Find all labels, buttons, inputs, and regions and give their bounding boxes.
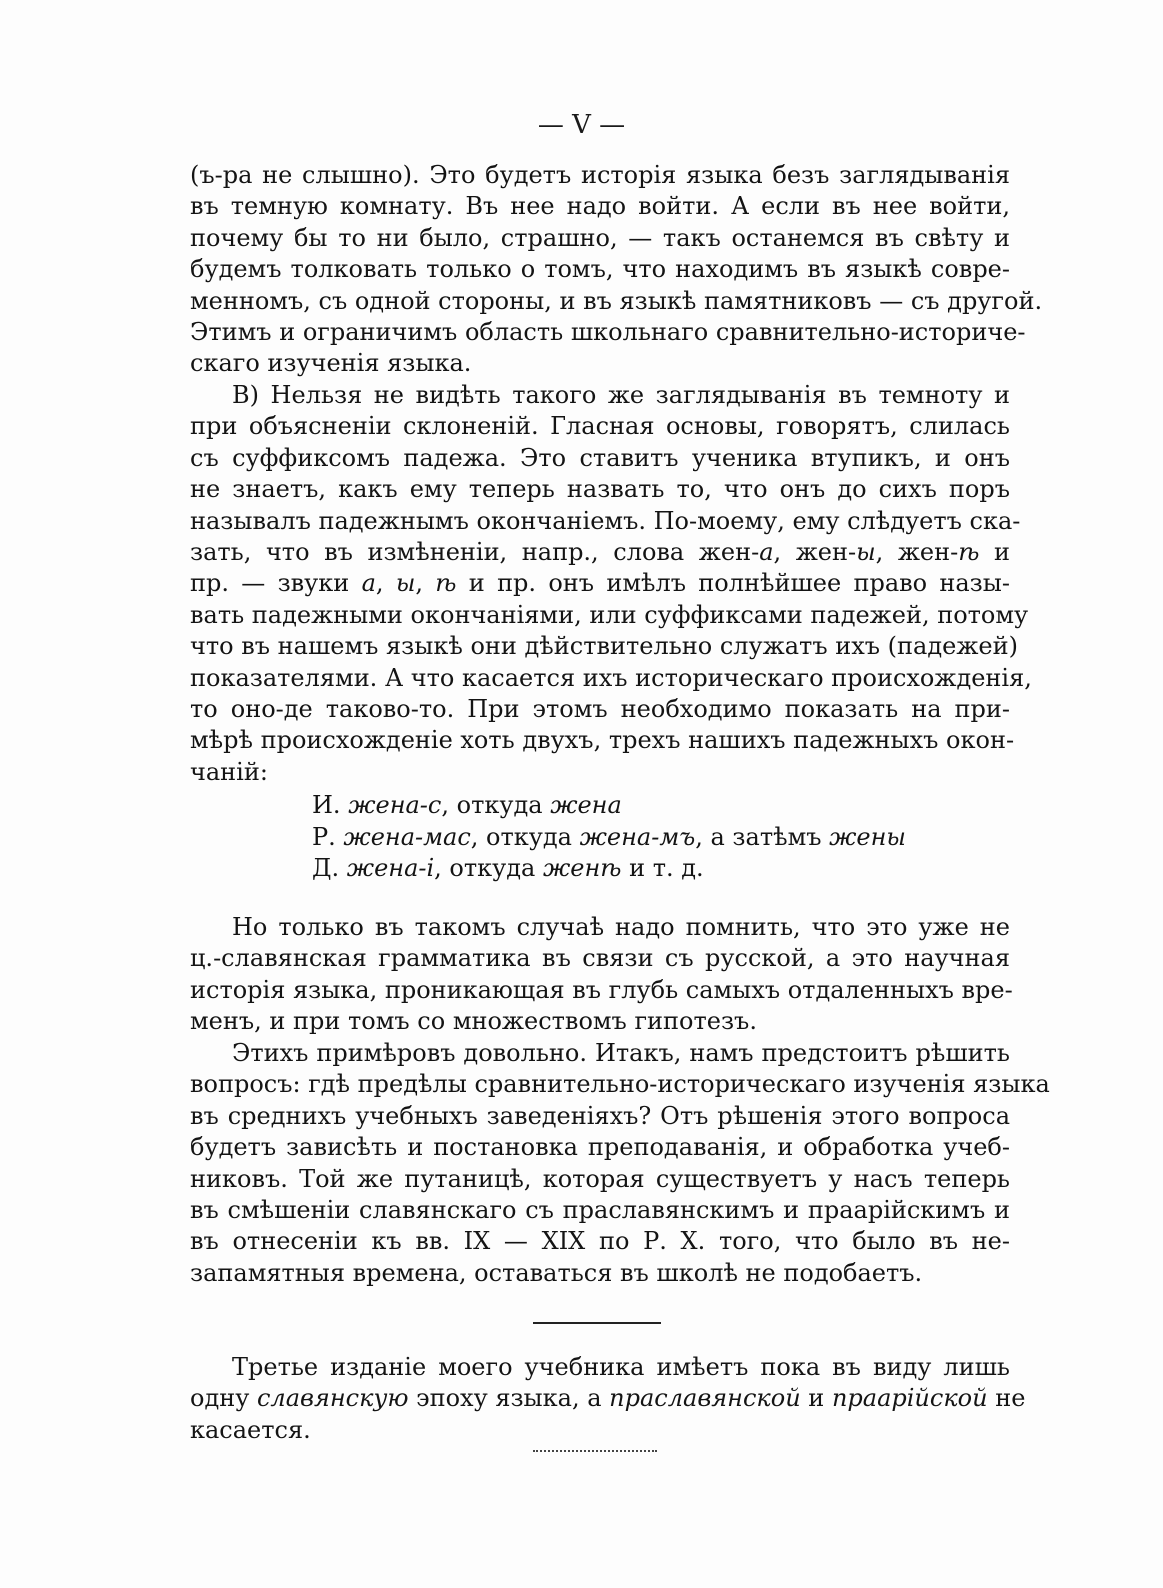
paragraph-2: [190, 380, 1032, 788]
text-line: Этимъ и ограничимъ область школьнаго сравнительно-историче-: [190, 318, 1026, 347]
text-line: вать падежными окончаніями, или суффиксами падежей, потому: [190, 600, 1029, 629]
example-line-dative: [312, 853, 906, 885]
text-line: будетъ зависѣть и постановка преподаванія, и обработка учеб-: [190, 1133, 1010, 1162]
text-line-with-italics: [190, 537, 1010, 568]
italic-run: жена-мас: [343, 822, 471, 851]
text-line: въ среднихъ учебныхъ заведеніяхъ? Отъ рѣшенія этого вопроса: [190, 1101, 1010, 1130]
italic-run: жены: [829, 822, 906, 851]
case-label: И.: [312, 791, 341, 819]
text-line: въ смѣшеніи славянскаго съ праславянскимъ и праарійскимъ и: [190, 1196, 1010, 1225]
paragraph-4: [190, 1038, 1050, 1289]
italic-run: ѣ: [435, 569, 457, 598]
text-run: , жен-: [875, 538, 959, 567]
italic-run: жена: [550, 791, 622, 819]
italic-run: женѣ: [543, 854, 622, 882]
text-run: и: [800, 1384, 832, 1413]
text-line: Третье изданіе моего учебника имѣетъ пока въ виду лишь: [232, 1353, 1010, 1381]
italic-run: ѣ: [958, 538, 980, 567]
italic-run: ы: [856, 538, 876, 567]
italic-run: а: [759, 538, 774, 567]
text-line: что въ нашемъ языкѣ они дѣйствительно служатъ ихъ (падежей): [190, 632, 1018, 661]
italic-run: праарійской: [831, 1384, 988, 1413]
text-run: эпоху языка, а: [408, 1384, 610, 1413]
text-line: то оно-де таково-то. При этомъ необходимо показать на при-: [190, 695, 1010, 724]
text-line: запамятныя времена, оставаться въ школѣ не подобаетъ.: [190, 1258, 923, 1287]
text-run: и пр. онъ имѣлъ полнѣйшее право назы-: [456, 569, 1010, 598]
text-line: касается.: [190, 1415, 311, 1444]
text-line: почему бы то ни было, страшно, — такъ останемся въ свѣту и: [190, 223, 1010, 252]
italic-run: жена-с: [348, 791, 442, 819]
text-line: вопросъ: гдѣ предѣлы сравнительно-историческаго изученія языка: [190, 1070, 1050, 1099]
text-run: , жен-: [773, 538, 857, 567]
example-list: [312, 790, 906, 885]
text-run: одну: [190, 1384, 257, 1413]
text-run: ,: [375, 569, 396, 598]
paragraph-3: [190, 912, 1013, 1038]
case-label: Р.: [312, 822, 336, 851]
italic-run: славянскую: [256, 1384, 409, 1413]
text-line: Этихъ примѣровъ довольно. Итакъ, намъ предстоитъ рѣшить: [232, 1039, 1010, 1067]
example-line-genitive: [312, 822, 906, 854]
italic-run: праславянской: [609, 1384, 801, 1413]
text-run: зать, что въ измѣненіи, напр., слова жен-: [190, 538, 760, 567]
text-run: , откуда: [441, 791, 551, 819]
text-line: В) Нельзя не видѣть такого же заглядыванія въ темноту и: [232, 381, 1010, 409]
text-line: съ суффиксомъ падежа. Это ставитъ ученика втупикъ, и онъ: [190, 443, 1010, 472]
text-line: менъ, и при томъ со множествомъ гипотезъ.: [190, 1007, 757, 1036]
text-line: чаній:: [190, 757, 268, 786]
text-line: показателями. А что касается ихъ историческаго происхожденія,: [190, 663, 1032, 692]
text-line: (ъ-ра не слышно). Это будетъ исторія языка безъ заглядыванія: [190, 161, 1010, 189]
text-run: и т. д.: [621, 854, 704, 882]
paragraph-1: [190, 160, 1043, 380]
text-line: называлъ падежнымъ окончаніемъ. По-моему, ему слѣдуетъ ска-: [190, 506, 1021, 535]
section-divider: [533, 1322, 661, 1324]
text-line: скаго изученія языка.: [190, 349, 472, 378]
text-line: будемъ толковать только о томъ, что находимъ въ языкѣ совре-: [190, 255, 1010, 284]
text-line: въ темную комнату. Въ нее надо войти. А если въ нее войти,: [190, 192, 1010, 221]
text-line: при объясненіи склоненій. Гласная основы, говорятъ, слилась: [190, 412, 1010, 441]
text-line: въ отнесеніи къ вв. IX — XIX по Р. Х. того, что было въ не-: [190, 1227, 1010, 1256]
paragraph-5: [190, 1352, 1026, 1446]
text-run: ,: [415, 569, 436, 598]
text-line: менномъ, съ одной стороны, и въ языкѣ памятниковъ — съ другой.: [190, 286, 1043, 315]
example-line-nominative: [312, 790, 906, 822]
italic-run: ы: [395, 569, 416, 598]
text-run: не: [987, 1384, 1026, 1413]
text-run: , а затѣмъ: [695, 822, 830, 851]
italic-run: жена-і: [346, 854, 435, 882]
page-number: — V —: [537, 110, 626, 140]
text-line: Но только въ такомъ случаѣ надо помнить, что это уже не: [232, 913, 1010, 941]
text-line: не знаетъ, какъ ему теперь назвать то, что онъ до сихъ поръ: [190, 475, 1010, 504]
text-run: , откуда: [470, 822, 580, 851]
text-run: и: [979, 538, 1010, 567]
text-run: , откуда: [434, 854, 543, 882]
text-line-with-italics: [190, 1383, 1026, 1414]
text-line: никовъ. Той же путаницѣ, которая существуетъ у насъ теперь: [190, 1164, 1010, 1193]
end-divider: [533, 1450, 657, 1452]
text-line-with-italics: [190, 568, 1010, 599]
text-line: исторія языка, проникающая въ глубь самыхъ отдаленныхъ вре-: [190, 975, 1013, 1004]
text-run: пр. — звуки: [190, 569, 362, 598]
text-line: ц.-славянская грамматика въ связи съ русской, а это научная: [190, 944, 1010, 973]
italic-run: а: [361, 569, 376, 598]
case-label: Д.: [312, 854, 340, 882]
text-line: мѣрѣ происхожденіе хоть двухъ, трехъ нашихъ падежныхъ окон-: [190, 726, 1015, 755]
italic-run: жена-мъ: [579, 822, 696, 851]
